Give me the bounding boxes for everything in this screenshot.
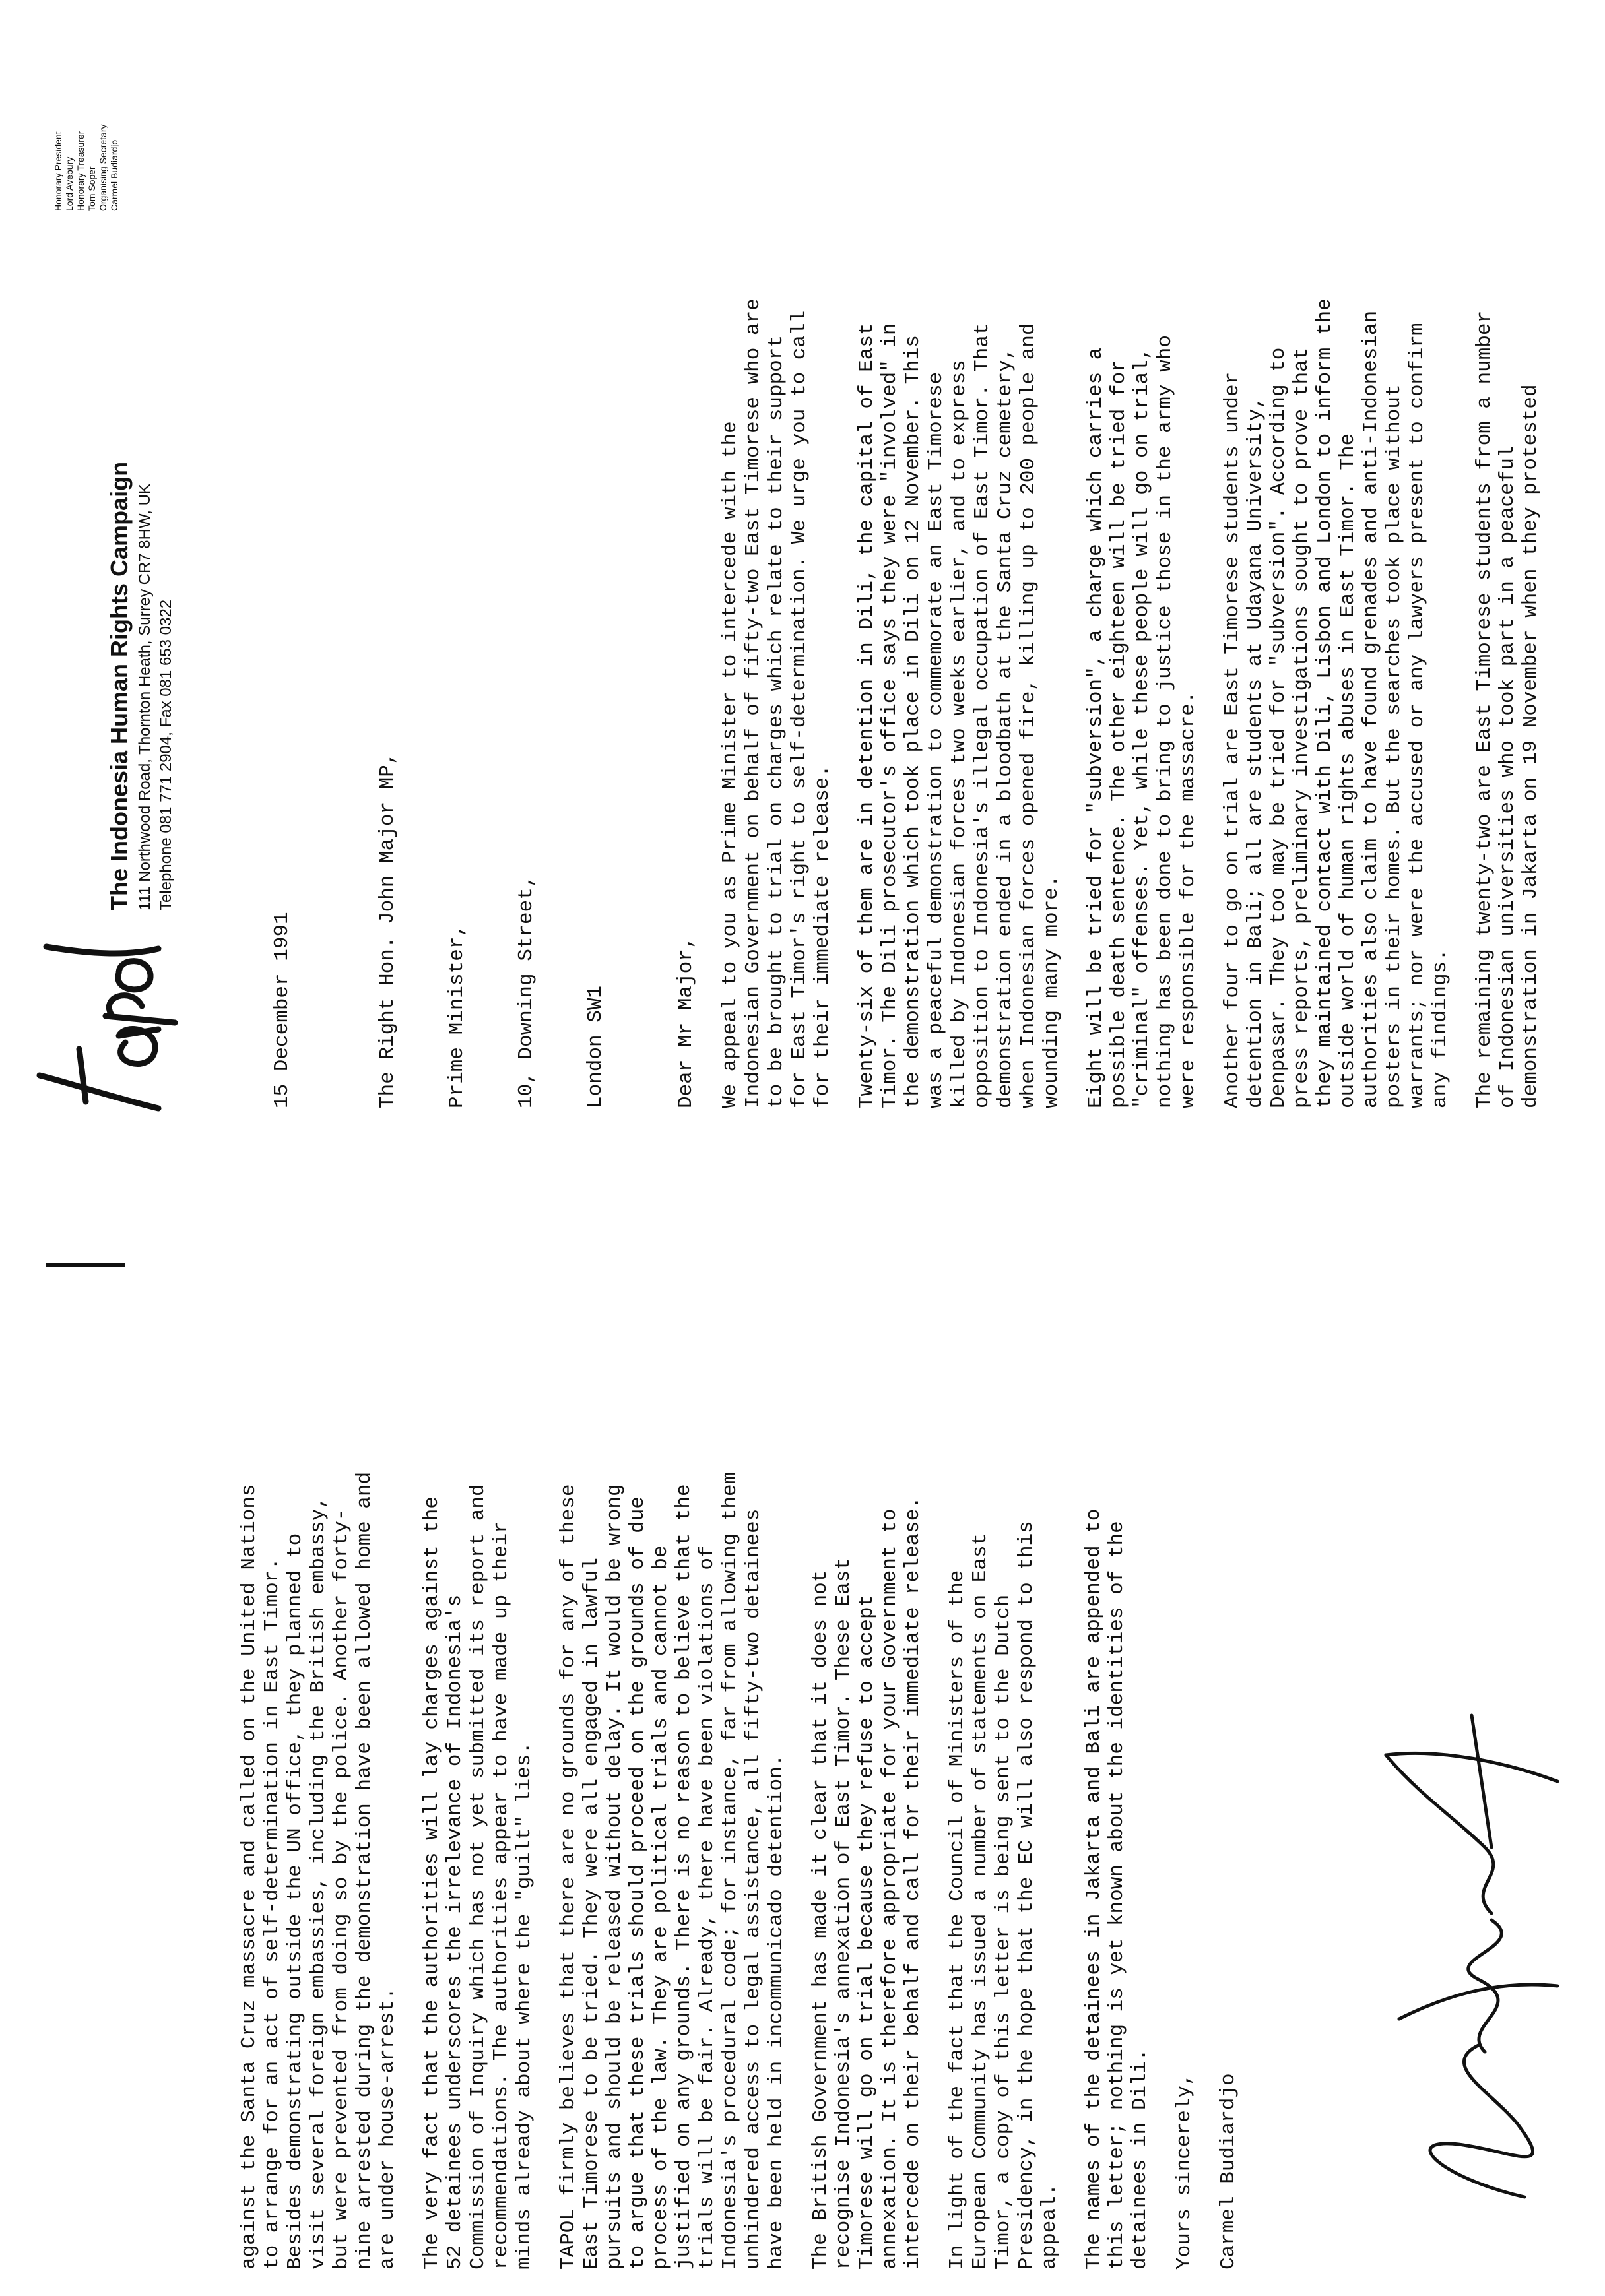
recipient-line: Prime Minister, — [445, 924, 469, 1108]
paragraph: The names of the detainees in Jakarta and Bali are appended to this letter; nothing is yet known about the identities of the detainees in Dili. — [1082, 1496, 1152, 2270]
org-address: 111 Northwood Road, Thornton Heath, Surrey CR7 8HW, UK — [136, 484, 154, 910]
letter-date: 15 December 1991 — [271, 912, 294, 1108]
officer-title: Organising Secretary — [98, 124, 108, 211]
tapol-logo-icon — [26, 937, 178, 1122]
recipient-line: The Right Hon. John Major MP, — [376, 752, 399, 1108]
handwritten-signature-icon — [1359, 1689, 1577, 2217]
paragraph: In light of the fact that the Council of Ministers of the European Community has issued a number of statements on East Timor, a copy of this letter is being sent to the Dutch Presidency, in the hope that the EC will also respond to this appeal. — [946, 1508, 1061, 2270]
paragraph: Another four to go on trial are East Timorese students under detention in Bali; all are students at Udayana University, Denpasar. They too may be tried for "subversion". According to press reports, preliminary investigations sought to prove that they maintained contact with Dili, Lisbon and London to inform the outside world of human rights abuses in East Timor. The authorities also claim to have found grenades and anti-Indonesian posters in their homes. But the searches took place without warrants; nor were the accused or any lawyers present to confirm any findings. — [1221, 286, 1452, 1108]
signatory-name: Carmel Budiardjo — [1217, 2073, 1240, 2270]
margin-rule — [46, 1263, 125, 1267]
officer-name: Lord Avebury — [64, 156, 75, 211]
letter-column-left — [238, 1459, 1261, 2270]
org-phone: Telephone 081 771 2904, Fax 081 653 0322 — [157, 599, 175, 910]
paragraph: We appeal to you as Prime Minister to intercede with the Indonesian Government on behalf of fifty-two East Timorese who are to be brought to trial on charges which relate to their support for East Timor's right to self-determination. We urge you to call for their immediate release. — [719, 286, 834, 1108]
officer-title: Honorary Treasurer — [75, 131, 86, 211]
paragraph: against the Santa Cruz massacre and called on the United Nations to arrange for an act of self-determination in East Timor. Besides demonstrating outside the UN office, they planned to visit several foreign embassies, including the British embassy, but were prevented from doing so by the police. Another forty-nine arrested during the demonstration have been allowed home and are under house-arrest. — [238, 1459, 399, 2270]
recipient-block — [330, 290, 653, 1108]
paragraph: TAPOL firmly believes that there are no grounds for any of these East Timorese to be tried. They were all engaged in lawful pursuits and should be released without delay. It would be wrong to argue that these trials should proceed on the grounds of due process of the law. They are political trials and cannot be justified on any grounds. There is no reason to believe that the trials will be fair. Already, there have been violations of Indonesia's procedural code; for instance, far from allowing them unhindered access to legal assistance, all fifty-two detainees have been held in incommunicado detention. — [557, 1459, 788, 2270]
paragraph: The remaining twenty-two are East Timorese students from a number of Indonesian universities who took part in a peaceful demonstration in Jakarta on 19 November when they protested — [1473, 298, 1542, 1108]
closing: Yours sincerely, — [1173, 2073, 1196, 2270]
org-name: The Indonesia Human Rights Campaign — [106, 461, 133, 910]
paragraph: The British Government has made it clear that it does not recognise Indonesia's annexation of East Timor. These East Timorese will go on trial because they refuse to accept annexation. It is therefore appropriate for your Government to intercede on their behalf and call for their immediate release. — [809, 1496, 925, 2270]
officer-title: Honorary President — [53, 131, 63, 211]
salutation: Dear Mr Major, — [674, 936, 698, 1108]
paragraph: Eight will be tried for "subversion", a charge which carries a possible death sentence. The other eighteen will be tried for "criminal" offenses. Yet, while these people will go on trial, nothing has been done to bring to justice those in the army who were responsible for the massacre. — [1084, 323, 1200, 1108]
letter-column-right — [330, 286, 1563, 1108]
officers-list — [53, 40, 120, 211]
officer-name: Carmel Budiardjo — [109, 139, 119, 211]
recipient-line: London SW1 — [584, 985, 607, 1108]
paragraph: The very fact that the authorities will lay charges against the 52 detainees underscores the irrelevance of Indonesia's Commission of Inquiry which has not yet submitted its report and recommendations. The authorities appear to have made up their minds already about where the "guilt" lies. — [420, 1471, 536, 2270]
recipient-line: 10, Downing Street, — [515, 875, 538, 1108]
paragraph: Twenty-six of them are in detention in Dili, the capital of East Timor. The Dili prosecutor's office says they were "involved" in the demonstration which took place in Dili on 12 November. This was a peaceful demonstration to commemorate an East Timorese killed by Indonesian forces two weeks earlier, and to express opposition to Indonesia's illegal occupation of East Timor. That demonstration ended in a bloodbath at the Santa Cruz cemetery, when Indonesian forces opened fire, killing up to 200 people and wounding many more. — [855, 310, 1063, 1108]
officer-name: Tom Soper — [86, 166, 97, 211]
